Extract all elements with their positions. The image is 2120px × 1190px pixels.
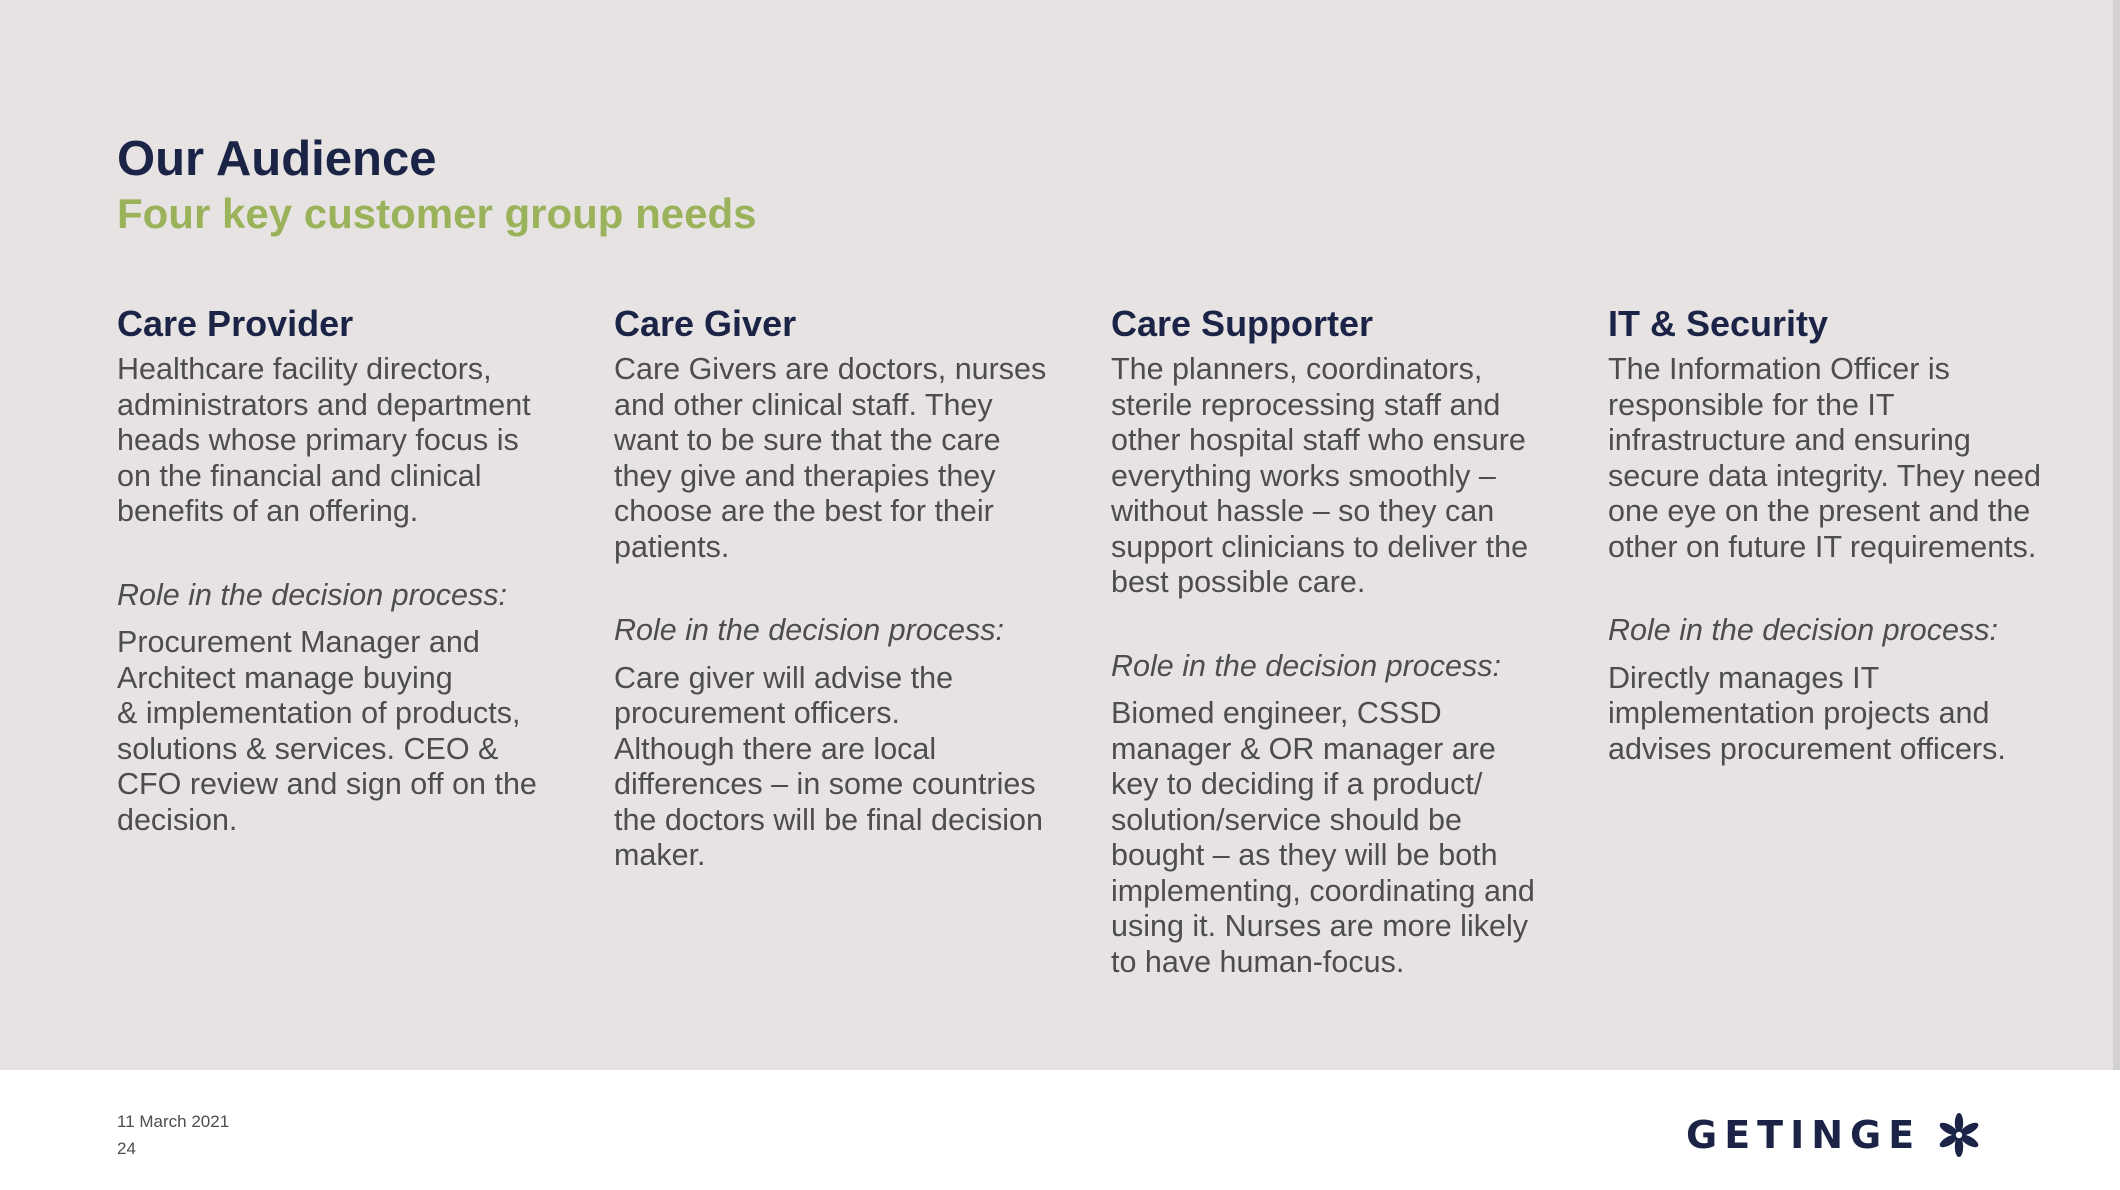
getinge-logo (1686, 1110, 1983, 1160)
role-label: Role in the decision process: (1111, 648, 1501, 683)
role-label: Role in the decision process: (1608, 613, 1998, 647)
slide-edge (2113, 0, 2120, 1070)
column-description: Healthcare facility directors, administrators and department heads whose primary focus is on the financial and clinical benefits of an offering. (117, 352, 531, 528)
role-description: Directly manages IT implementation projects and advises procurement officers. (1608, 660, 2006, 766)
role-label: Role in the decision process: (117, 577, 507, 612)
slide-title: Our Audience (117, 132, 437, 186)
slide-header (117, 130, 756, 240)
column-it-security (1608, 302, 2058, 767)
footer-date: 11 March 2021 (117, 1112, 230, 1131)
column-care-provider (117, 302, 567, 838)
role-description: Care giver will advise the procurement officers. Although there are local differences – in some countries the doctors will be final decision maker. (614, 660, 1043, 872)
column-care-giver (614, 302, 1064, 874)
column-description: The planners, coordinators, sterile reprocessing staff and other hospital staff who ensure everything works smoothly – without hassle – so they can support clinicians to deliver the best possible care. (1111, 352, 1529, 599)
role-description: Biomed engineer, CSSD manager & OR manager are key to deciding if a product/ solution/service should be bought – as they will be both implementing, coordinating and using it. Nurses are more likely to have human-focus. (1111, 696, 1535, 979)
role-description: Procurement Manager and Architect manage buying & implementation of products, solutions & services. CEO & CFO review and sign off on the decision. (117, 625, 537, 837)
column-description: Care Givers are doctors, nurses and other clinical staff. They want to be sure that the care they give and therapies they choose are the best for their patients. (614, 352, 1047, 564)
page-number: 24 (117, 1139, 136, 1158)
column-heading: IT & Security (1608, 303, 1829, 344)
column-description: The Information Officer is responsible for the IT infrastructure and ensuring secure data integrity. They need one eye on the present and the other on future IT requirements. (1608, 352, 2041, 564)
column-heading: Care Supporter (1111, 303, 1374, 344)
slide-subtitle: Four key customer group needs (117, 190, 757, 237)
logo-wordmark: GETINGE (1686, 1113, 1922, 1157)
column-heading: Care Giver (614, 303, 797, 344)
slide-footer (0, 1070, 2120, 1190)
column-care-supporter (1111, 302, 1561, 980)
getinge-star-icon (1935, 1111, 1983, 1159)
role-label: Role in the decision process: (614, 613, 1004, 647)
column-heading: Care Provider (117, 303, 354, 344)
